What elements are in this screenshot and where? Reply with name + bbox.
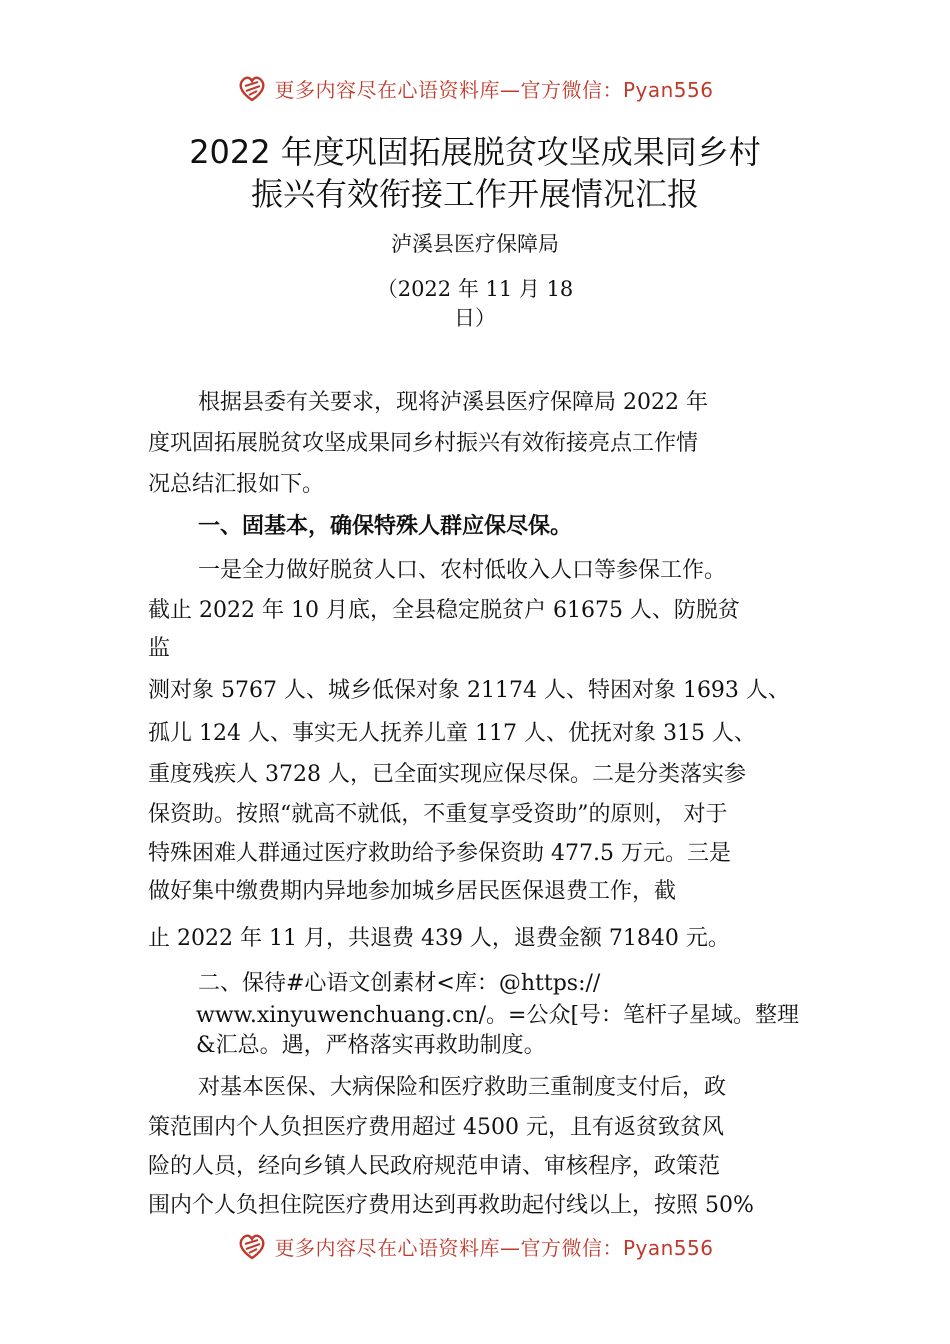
paragraph-line: 策范围内个人负担医疗费用超过 4500 元，且有返贫致贫风 — [148, 1115, 724, 1140]
paragraph-line: 险的人员，经向乡镇人民政府规范申请、审核程序，政策范 — [148, 1154, 721, 1179]
watermark-text: 更多内容尽在心语资料库—官方微信：Pyan556 — [274, 1235, 714, 1260]
paragraph-line: 根据县委有关要求，现将泸溪县医疗保障局 2022 年 — [198, 390, 708, 415]
paragraph-line: 况总结汇报如下。 — [148, 472, 325, 497]
agency-name: 泸溪县医疗保障局 — [391, 232, 559, 256]
report-date-line2: 日） — [454, 306, 496, 330]
paragraph-line: 止 2022 年 11 月，共退费 439 人，退费金额 71840 元。 — [148, 926, 730, 951]
heart-scribble-logo — [236, 1230, 268, 1262]
paragraph-line: 特殊困难人群通过医疗救助给予参保资助 477.5 万元。三是 — [148, 841, 731, 866]
paragraph-line: 围内个人负担住院医疗费用达到再救助起付线以上，按照 50% — [148, 1193, 754, 1218]
section-heading-1: 一、固基本，确保特殊人群应保尽保。 — [198, 514, 573, 539]
paragraph-line: 保资助。按照“就高不就低，不重复享受资助”的原则， 对于 — [148, 802, 728, 827]
paragraph-line: 度巩固拓展脱贫攻坚成果同乡村振兴有效衔接亮点工作情 — [148, 431, 699, 456]
paragraph-line: 监 — [148, 636, 171, 661]
watermark-text: 更多内容尽在心语资料库—官方微信：Pyan556 — [274, 77, 714, 102]
section-heading-2-line2: www.xinyuwenchuang.cn/。=公众[号：笔杆子星域。整理 — [196, 1003, 800, 1028]
document-title-line2: 振兴有效衔接工作开展情况汇报 — [250, 175, 699, 213]
paragraph-line: 一是全力做好脱贫人口、农村低收入人口等参保工作。 — [198, 558, 727, 583]
document-title-line1: 2022 年度巩固拓展脱贫攻坚成果同乡村 — [189, 133, 761, 171]
paragraph-line: 对基本医保、大病保险和医疗救助三重制度支付后，政 — [198, 1075, 727, 1100]
section-heading-2-line3: &汇总。遇，严格落实再救助制度。 — [196, 1033, 546, 1058]
watermark-banner-top — [0, 72, 950, 104]
paragraph-line: 孤儿 124 人、事实无人抚养儿童 117 人、优抚对象 315 人、 — [148, 721, 756, 746]
paragraph-line: 做好集中缴费期内异地参加城乡居民医保退费工作，截 — [148, 879, 677, 904]
heart-scribble-logo — [236, 72, 268, 104]
watermark-banner-bottom — [0, 1230, 950, 1262]
paragraph-line: 测对象 5767 人、城乡低保对象 21174 人、特困对象 1693 人、 — [148, 678, 790, 703]
paragraph-line: 重度残疾人 3728 人，已全面实现应保尽保。二是分类落实参 — [148, 762, 746, 787]
report-date-line1: （2022 年 11 月 18 — [376, 277, 574, 301]
section-heading-2: 二、保待#心语文创素材<库：@https:// — [198, 971, 601, 996]
paragraph-line: 截止 2022 年 10 月底，全县稳定脱贫户 61675 人、防脱贫 — [148, 598, 740, 623]
